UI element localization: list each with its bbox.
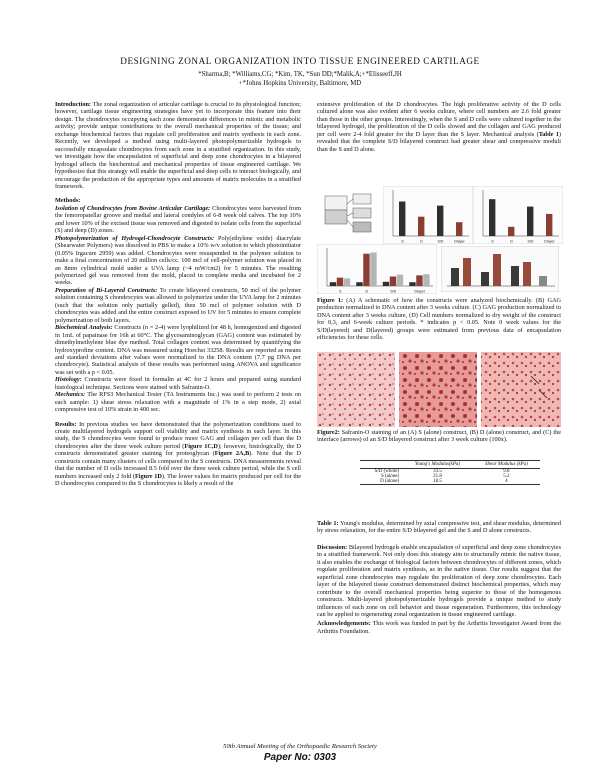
bio-text: Constructs (n = 2-4) were lyophilized for 48 h, homogenized and digested in 1mL of papainase for 16h at 60°C. The glycosaminoglycan (GAG) content was estimated by dimethylmethylene blue dye method. Total collagen content was determined by quantifying the hydroxyproline content. DNA was measured using Hoechst 33258. Results are reported as means and standard deviations after values were normalized to the DNA content (7.7 pg DNA per chondrocyte). Statistical analysis of these results was performed using ANOVA and significance was set with a p < 0.05. <box>55 324 301 376</box>
table-cell: S/D (whole) <box>374 469 400 474</box>
modulus-table <box>360 460 540 485</box>
bar <box>489 199 495 236</box>
bar <box>330 282 336 286</box>
bar <box>423 274 429 286</box>
results <box>55 421 301 488</box>
authors: *Sharma,B; *Williams,CG; *Kim, TK, *Sun DD;*Malik,A;+*Elisseeff,JH <box>198 71 402 78</box>
right-column-bottom <box>317 520 561 642</box>
results-text-e: extensive proliferation of the D chondrocytes. The high proliferative activity of the D cells cultured alone was also evident after 6 weeks culture, where cell numbers are 2.6 fold greater than those in the other groups. Interestingly, when the S and D cells were cultured together in the bilayered hydrogel, the proliferation of the D cells slowed and the collagen and GAG produced per cell were 2-4 fold greater for the D layer than the S layer. Mechanical analysis ( <box>317 101 561 138</box>
intro-text: The zonal organization of articular cartilage is crucial to its physiological function; however, cartilage tissue engineering strategies have yet to incorporate this feature into their design. The chondrocytes occupying each zone demonstrate differences in mitotic and metabolic activity; provide unique contributions to the overall mechanical properties of the tissue; and exchange biochemical factors that regulate cell proliferation and matrix synthesis in each zone. Recently, we developed a method using multi-layered photopolymerizable hydrogels to successfully encapsulate chondrocytes from each zone in a stratified organization. In this study, we investigate how the encapsulation of superficial and deep zone chondrocytes in a bilayered hydrogel affects the biochemical and mechanical properties of tissue engineered cartilage. We hypothesize that this strategy will enable the superficial and deep cells to interact biologically, and encourage the production of the appropriate types and amounts of matrix molecules in a stratified framework. <box>55 101 301 190</box>
results-text-b: ); however, histologically, the D constructs demonstrated greater staining for proteoglycan ( <box>55 442 302 458</box>
figure-1d-chart <box>317 244 437 294</box>
methods-heading: Methods: <box>55 197 81 205</box>
bar <box>456 222 462 236</box>
bilayer-text: To create bilayered constructs, 50 mcl of the polymer solution containing S chondrocytes was allowed to polymerize under the UVA lamp for 2 minutes (such that the solution only partially gelled), then 50 mcl of polymer solution with D chondrocytes was added and the entire construct exposed to UV for 5 minutes to ensure complete polymerization of both layers. <box>55 286 301 324</box>
bar <box>397 275 403 286</box>
histo-heading: Histology: <box>55 376 82 384</box>
figure-2c-image <box>481 352 561 427</box>
bio-heading: Biochemical Analysis: <box>55 324 113 332</box>
tick-label: S/D <box>390 289 397 294</box>
discussion-text: Bilayered hydrogels enable encapsulation of superficial and deep zone chondrocytes in a stratified framework. Not only does this strategy aim to structurally mimic the native tissue, it also enables the exchange of biological factors between chondrocytes of different zones, which regulate proliferation and matrix synthesis, as in the native tissue. Our results suggest that the superficial zone chondrocytes may regulate the proliferation of deep zone chondrocytes. Each layer of the bilayered tissue construct demonstrated distinct biochemical properties, which may contribute to the overall mechanical properties being superior to those of the homogenous constructs. Multi-layered photopolymerizable hydrogels provide a unique method to study influences of each zone on cell behavior and tissue regeneration. Furthermore, this technology can be applied to regenerating zonal organization in tissue engineered cartilage. <box>317 543 561 618</box>
table-header: Shear Modulus (kPa) <box>473 461 540 469</box>
intro-heading: Introduction: <box>55 101 92 108</box>
bar <box>383 282 389 286</box>
table-cell: 18.5 <box>433 479 442 484</box>
figure-1-label: Figure 1: <box>317 297 344 304</box>
bar <box>370 253 376 286</box>
bar <box>418 217 424 236</box>
tick-label: Dlayer <box>454 239 465 244</box>
figure-2a-image <box>317 352 395 427</box>
chart-frame <box>317 244 437 294</box>
bar <box>437 206 443 236</box>
tick-label: S <box>491 239 494 244</box>
figure-1a-schematic <box>319 190 379 242</box>
acknowledgements <box>317 620 561 635</box>
tick-label: D <box>365 289 369 294</box>
figure-ref: Figure 1C,D <box>184 442 218 450</box>
bar <box>344 278 350 286</box>
tick-label: S/D <box>527 239 534 244</box>
mech-heading: Mechanics: <box>55 391 86 399</box>
isolation-text: Chondrocytes were harvested from the femoropatellar groove and medial and lateral condyles of 6-8 week old calves. The top 10% and lower 10% of the excised tissue was removed and digested to isolate cells from the superficial (S) and deep (D) zones. <box>55 204 301 235</box>
table-cell: 33.5 <box>433 469 442 474</box>
figure-2-caption <box>317 429 561 444</box>
figure-2 <box>317 352 561 427</box>
figure-ref: Figure 2A,B <box>214 450 250 458</box>
bar <box>546 214 552 236</box>
left-column <box>55 101 301 495</box>
paper-title: DESIGNING ZONAL ORGANIZATION INTO TISSUE ENGINEERED CARTILAGE <box>120 56 480 66</box>
results-continued <box>317 101 561 153</box>
table-1-label: Table 1: <box>317 520 339 527</box>
bar <box>337 278 343 286</box>
bar <box>390 277 396 287</box>
methods <box>55 197 301 413</box>
table-header: Young's Modulus(kPa) <box>402 461 473 469</box>
table-cell: S (alone) <box>380 474 400 479</box>
bar <box>416 275 422 286</box>
tick-label: D <box>510 239 513 244</box>
results-text-f: ) revealed that the complete S/D bilayered construct had greater shear and compressive moduli than the S and D alone. <box>317 130 561 153</box>
table-cell: D (alone) <box>380 479 400 484</box>
table-1-caption-text: Young's modulus, determined by axial compressive test, and shear modulus, determined by stress relaxation, for the entire S/D bilayered gel and the S and D alone constructs. <box>317 520 561 535</box>
table-header <box>360 461 402 469</box>
figure-1-caption-text: (A) A schematic of how the constructs were analyzed biochemically. (B) GAG production normalized to DNA content after 3 weeks culture. (C) GAG production normalized to DNA content after 3 weeks culture, (D) Cell numbers normalized to dry weight of the construct for 0,3, and 6-week culture periods. * indicates p < 0.05. Note 0 week values for the S/D(layered) and D(layered) groups were estimated from previous data of encapsulation efficiencies for these cells. <box>317 297 562 342</box>
tick-label: S <box>339 289 342 294</box>
results-text-a: In previous studies we have demonstrated that the polymerization conditions used to create multilayered hydrogels support cell viability and matrix synthesis in each layer. In this study, the S chondrocytes were found to produce more GAG and collagen per cell than the D chondrocytes after the three week culture period ( <box>55 420 301 450</box>
tick-label: D <box>420 239 423 244</box>
ack-text: This work was funded in part by the Arthritis Investigator Award from the Arthritis Foundation. <box>317 620 561 635</box>
tick-label: Dlayer <box>414 289 425 294</box>
table-1-caption <box>317 520 561 535</box>
bar <box>508 227 514 236</box>
affiliation: +*Johns Hopkins University, Baltimore, MD <box>238 80 362 87</box>
tick-label: Dlayer <box>544 239 555 244</box>
photo-text: Poly(ethylene oxide) diacrylate (Shearwater Polymers) was dissolved in PBS to make a 10% w/v solution to which photoinitiator (0.05% Irgacure 2959) was added. Chondrocytes were resuspended in the polymer solution to make a final concentration of 20 million cells/cc. 100 mcl of cell-polymer solution was placed in an 8mm cylindrical mold under a UVA lamp (~4 mW/cm2) for 5 minutes. The resulting polymerized gel was removed from the mold, placed in complete media and incubated for 2 weeks. <box>55 234 301 287</box>
figure-1 <box>317 186 561 296</box>
histo-text: Constructs were fixed in formalin at 4C for 2 hours and prepared using standard histological technique. Sections were stained with Safranin-O. <box>55 376 301 391</box>
tick-label: S <box>401 239 404 244</box>
bar <box>363 254 369 286</box>
paper-number: Paper No: 0303 <box>263 752 337 763</box>
table-cell: 21.8 <box>433 474 442 479</box>
discussion <box>317 544 561 619</box>
introduction <box>55 101 301 190</box>
table-cell: 5.2 <box>503 474 510 479</box>
table-1 <box>360 460 540 485</box>
right-column-top <box>317 101 561 160</box>
mech-text: The RFS3 Mechanical Tester (TA Instruments Inc.) was used to perform 2 tests on each sample: 1) shear stress relaxation with a magnitude of 1% in a step mode, 2) axial compressive test of 10% strain in 400 sec. <box>55 391 301 414</box>
figure-1-inset-bars <box>441 246 559 292</box>
table-cell: 9.8 <box>503 469 510 474</box>
table-ref: Table 1 <box>538 130 559 138</box>
figure-2-caption-text: Safranin-O staining of an (A) S (alone) construct, (B) D (alone) construct, and (C) the interface (arrows) of an S/D bilayered construct after 3 week culture (100x). <box>317 429 561 444</box>
figure-ref: Figure 1D <box>134 472 162 480</box>
bar <box>409 282 415 286</box>
figure-2b-image <box>399 352 477 427</box>
discussion-heading: Discussion: <box>317 543 348 551</box>
meeting-footer: 50th Annual Meeting of the Orthopaedic Research Society <box>223 743 377 750</box>
isolation-heading: Isolation of Chondrocytes from Bovine Articular Cartilage: <box>55 204 211 212</box>
bar <box>399 202 405 237</box>
bar <box>527 207 533 236</box>
photo-heading: Photopolymerization of Hydrogel-Chondrocyte Constructs: <box>55 234 215 242</box>
ack-heading: Acknowledgements: <box>317 620 371 628</box>
tick-label: S/D <box>437 239 444 244</box>
figure-1c-chart <box>473 186 563 244</box>
figure-2-label: Figure2: <box>317 429 340 436</box>
figure-1-caption <box>317 297 561 342</box>
bar <box>356 282 362 286</box>
table-row <box>360 479 540 485</box>
results-heading: Results: <box>55 420 77 428</box>
results-text-c: ). Note that the D constructs contain many clusters of cells compared to the S constructs. DNA measurements reveal that the number of D cells increased 8.5 fold over the three week culture period, while the S cell numbers increased only 2 fold ( <box>55 450 301 480</box>
table-cell: 4 <box>505 479 508 484</box>
results-text-d: ). The lower values for matrix produced per cell for the D chondrocytes compared to the S chondrocytes is likely a result of the <box>55 472 301 488</box>
bilayer-heading: Preparation of Bi-Layered Constructs: <box>55 286 158 294</box>
figure-1b-chart <box>383 186 473 244</box>
